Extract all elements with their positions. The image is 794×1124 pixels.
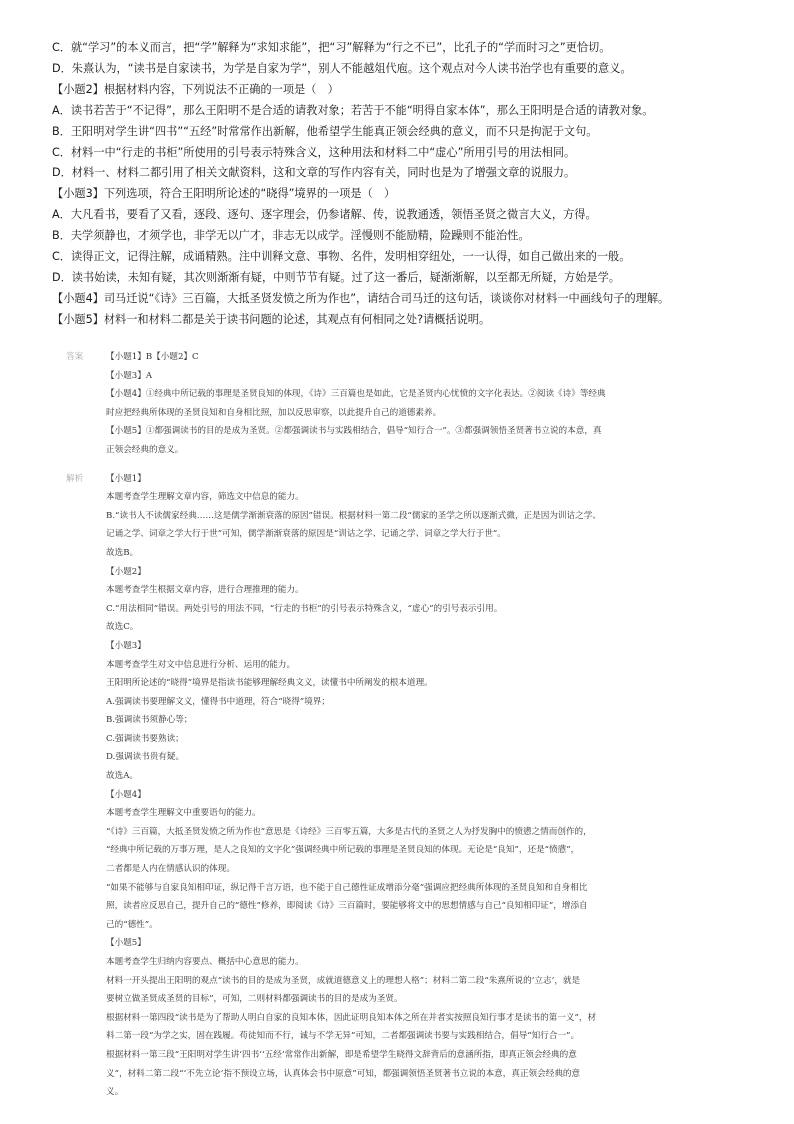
analysis-line: 【小题4】 (106, 789, 146, 800)
answer-tag: 答案 (66, 352, 84, 362)
answer-line: 正领会经典的意义。 (106, 444, 184, 455)
answer-content (106, 348, 756, 460)
analysis-line: 王阳明所论述的“晓得”境界是指读书能够理解经典文义，读懂书中所阐发的根本道理。 (106, 678, 433, 689)
analysis-line: “《诗》三百篇，大抵圣贤发愤之所为作也”意思是《诗经》三百零五篇，大多是古代的圣贤之人为抒发胸中的愤懑之情而创作的， (106, 826, 592, 837)
answer-line: 【小题1】B【小题2】C (106, 352, 199, 362)
question-line: 【小题2】根据材料内容，下列说法不正确的一项是（ ） (52, 82, 339, 96)
analysis-line: 本题考查学生对文中信息进行分析、运用的能力。 (106, 659, 296, 670)
analysis-line: C.“用法相同”错误。两处引号的用法不同，“行走的书柜”的引号表示特殊含义，“虚心”的引号表示引用。 (106, 603, 503, 614)
analysis-line: A.强调读书要理解文义，懂得书中道理，符合“晓得”境界； (106, 696, 330, 707)
analysis-line: B.强调读书须静心等； (106, 715, 193, 726)
answer-block (66, 348, 756, 460)
answer-line: 【小题4】①经典中所记载的事理是圣贤良知的体现，《诗》三百篇也是如此，它是圣贤内心忧愤的文字化表达。②阅读《诗》等经典 (106, 389, 606, 400)
analysis-line: 【小题5】 (106, 938, 146, 949)
analysis-line: D.强调读书贵有疑。 (106, 752, 185, 763)
answer-analysis-section (66, 348, 756, 1102)
question-line: 【小题3】下列选项，符合王阳明所论述的“晓得”境界的一项是（ ） (52, 187, 396, 201)
analysis-line: C.强调读书要熟读； (106, 733, 184, 744)
answer-line: 时应把经典所体现的圣贤良知和自身相比照，加以反思审察，以此提升自己的道德素养。 (106, 407, 442, 418)
analysis-line: 本题考查学生归纳内容要点、概括中心意思的能力。 (106, 957, 304, 967)
question-line: 【小题4】司马迁说“《诗》三百篇，大抵圣贤发愤之所为作也”，请结合司马迁的这句话，谈谈你对材料一中画线句子的理解。 (52, 291, 670, 305)
question-line: C．材料一中“行走的书柜”所使用的引号表示特殊含义，这种用法和材料二中“虚心”所用引号的用法相同。 (52, 145, 576, 159)
analysis-line: “经典中所记载的万事万理，是人之良知的文字化”强调经典中所记载的事理是圣贤良知的体现。无论是“良知”，还是“愤懑”， (106, 845, 580, 856)
analysis-line: 【小题2】 (106, 566, 146, 577)
question-line: 【小题5】材料一和材料二都是关于读书问题的论述，其观点有何相同之处?请概括说明。 (52, 312, 491, 326)
analysis-line: 【小题3】 (106, 640, 146, 651)
analysis-line: 根据材料一第三段“王阳明对学生讲‘四书’‘五经’常常作出新解，即是希望学生晓得文辞背后的意涵所指，即真正领会经典的意 (106, 1049, 577, 1060)
analysis-line: 本题考查学生根据文章内容，进行合理推理的能力。 (106, 585, 304, 596)
analysis-line: 根据材料一第四段“读书是为了帮助人明白自家的良知本体，因此证明良知本体之所在并者实按照良知行事才是读书的第一义”，材 (106, 1012, 597, 1023)
analysis-line: 故选C。 (106, 622, 139, 633)
analysis-line: 故选B。 (106, 547, 139, 558)
question-line: D．材料一、材料二都引用了相关文献资料，这和文章的写作内容有关，同时也是为了增强文章的说服力。 (52, 166, 576, 180)
answer-line: 【小题3】A (106, 370, 153, 381)
question-line: A．大凡看书，要看了又看，逐段、逐句、逐字理会，仍参诸解、传，说教通透，领悟圣贤之微言大义，方得。 (52, 208, 597, 222)
analysis-content (106, 470, 756, 1102)
analysis-line: 料二第一段“为学之实，固在践履。苟徒知而不行，诚与不学无异”可知，二者都强调读书要与实践相结合，倡导“知行合一”。 (106, 1031, 580, 1042)
questions-section (52, 38, 762, 331)
question-line: C．就“学习”的本义而言，把“学”解释为“求知求能”，把“习”解释为“行之不已”，比孔子的“学而时习之”更恰切。 (52, 41, 611, 54)
question-line: D．朱熹认为，“读书是自家读书，为学是自家为学”，别人不能越俎代庖。这个观点对今人读书治学也有重要的意义。 (52, 61, 632, 75)
analysis-line: 二者都是人内在情感认识的体现。 (106, 864, 235, 875)
question-line: A．读书若苦于“不记得”，那么王阳明不是合适的请教对象；若苦于不能“明得自家本体”，那么王阳明是合适的请教对象。 (52, 103, 654, 117)
analysis-line: 己的“德性”。 (106, 919, 158, 930)
analysis-line: 本题考查学生理解文中重要语句的能力。 (106, 808, 261, 819)
question-line: C．读得正文，记得注解，成诵精熟。注中训释文意、事物、名件，发明相穿纽处，一一认得，如自己做出来的一般。 (52, 250, 631, 264)
analysis-line: 材料一开头提出王阳明的观点“读书的目的是成为圣贤，成就道德意义上的理想人格”；材料二第二段“朱熹所说的‘立志’，就是 (106, 975, 581, 986)
analysis-line: B.“读书人不读儒家经典……这是儒学渐渐衰落的原因”错误。根据材料一第二段“儒家的圣学之所以逐渐式微，正是因为训诂之学、 (106, 510, 601, 521)
question-line: B．夫学须静也，才须学也，非学无以广才，非志无以成学。淫慢则不能励精，险躁则不能治性。 (52, 229, 530, 243)
analysis-line: 本题考查学生理解文章内容，筛选文中信息的能力。 (106, 492, 304, 503)
analysis-tag: 解析 (66, 473, 84, 484)
analysis-line: 照，读者应反思自己，提升自己的“德性”修养，即阅读《诗》三百篇时，要能够将文中的思想情感与自己“良知相印证”，增添自 (106, 901, 588, 912)
answer-line: 【小题5】①都强调读书的目的是成为圣贤。②都强调读书与实践相结合，倡导“知行合一”。③都强调领悟圣贤著书立说的本意，真 (106, 426, 602, 437)
question-line: B．王阳明对学生讲“四书”“五经”时常常作出新解，他希望学生能真正领会经典的意义，而不只是拘泥于文句。 (52, 124, 598, 138)
analysis-line: “如果不能够与自家良知相印证，纵记得千言万语，也不能于自己德性证成增添分毫”强调应把经典所体现的圣贤良知和自身相比 (106, 882, 588, 893)
analysis-line: 记诵之学、词章之学大行于世”可知，儒学渐渐衰落的原因是“训诂之学、记诵之学、词章之学大行于世”。 (106, 529, 506, 540)
analysis-line: 故选A。 (106, 771, 138, 782)
analysis-line: 义。 (106, 1087, 124, 1098)
analysis-line: 【小题1】 (106, 473, 146, 484)
question-line: D．读书始读，未知有疑，其次则渐渐有疑，中则节节有疑。过了这一番后，疑渐渐解，以至都无所疑，方始是学。 (52, 270, 620, 284)
analysis-line: 义”，材料二第二段“‘不先立论’指不预设立场，认真体会书中原意”可知，都强调领悟圣贤著书立说的本意，真正领会经典的意 (106, 1068, 581, 1079)
analysis-block (66, 470, 756, 1102)
analysis-line: 要树立做圣贤成圣贤的目标”，可知，二则材料都强调读书的目的是成为圣贤。 (106, 994, 403, 1005)
